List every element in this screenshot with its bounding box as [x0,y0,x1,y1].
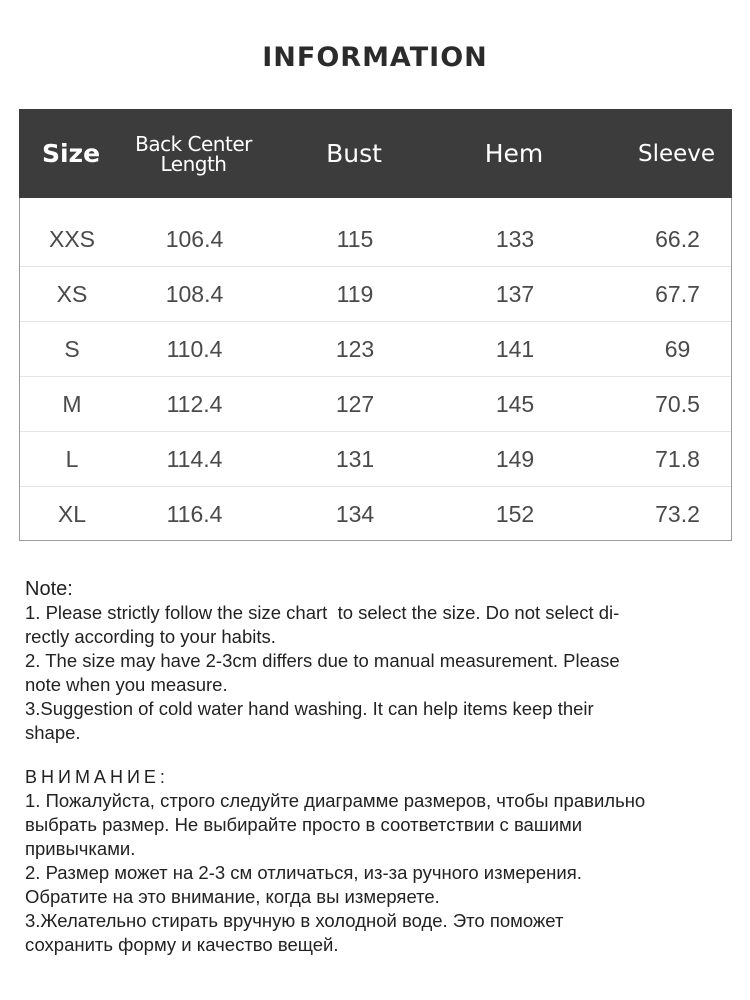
note-line-ru: 1. Пожалуйста, строго следуйте диаграмме размеров, чтобы правильно [25,790,646,811]
cell-size: S [64,336,80,362]
cell-hem: 133 [495,226,535,252]
cell-back-center-length: 110.4 [166,336,223,362]
page-title: INFORMATION [262,42,488,73]
table-row [20,377,731,432]
cell-back-center-length: 106.4 [165,226,224,252]
cell-hem: 145 [495,391,535,417]
header-back-center-line1: Back Center [135,131,252,156]
note-line: shape. [25,722,81,743]
cell-bust: 115 [336,226,374,252]
cell-sleeve: 71.8 [655,446,700,472]
cell-size: XXS [48,226,96,252]
cell-size: XS [56,281,88,307]
table-row [20,487,731,541]
cell-bust: 119 [336,281,374,307]
table-row [20,212,731,267]
note-section-ru [25,765,730,957]
cell-hem: 149 [495,446,535,472]
header-sleeve: Sleeve [637,140,716,167]
note-line: 2. The size may have 2-3cm differs due to manual measurement. Please [25,650,620,671]
cell-sleeve: 69 [664,336,691,362]
header-hem: Hem [484,139,544,168]
header-back-center-line2: Length [160,151,227,176]
table-header [19,109,732,198]
note-line-ru: выбрать размер. Не выбирайте просто в соответствии с вашими [25,814,583,835]
table-body [20,212,731,541]
cell-hem: 152 [495,501,535,527]
note-line-ru: Обратите на это внимание, когда вы измеряете. [25,886,440,907]
note-line-ru: 3.Желательно стирать вручную в холодной воде. Это поможет [25,910,564,931]
cell-back-center-length: 116.4 [166,501,223,527]
cell-size: M [62,391,82,417]
header-bust: Bust [326,139,382,168]
note-line: note when you measure. [25,674,228,695]
note-line-ru: сохранить форму и качество вещей. [25,934,339,955]
cell-bust: 123 [335,336,375,362]
cell-sleeve: 70.5 [655,391,700,417]
note-line: 3.Suggestion of cold water hand washing. It can help items keep their [25,698,594,719]
cell-back-center-length: 108.4 [165,281,224,307]
cell-hem: 141 [495,336,535,362]
note-line: rectly according to your habits. [25,626,276,647]
note-line-ru: 2. Размер может на 2-3 см отличаться, из-за ручного измерения. [25,862,582,883]
cell-bust: 127 [335,391,375,417]
cell-bust: 131 [335,446,375,472]
table-row [20,267,731,322]
cell-sleeve: 66.2 [655,226,700,252]
cell-back-center-length: 112.4 [166,391,223,417]
note-line: 1. Please strictly follow the size chart to select the size. Do not select di- [25,602,620,623]
note-line-ru: привычками. [25,838,136,859]
note-section [25,577,725,745]
cell-size: XL [57,501,87,527]
note-heading-ru: ВНИМАНИЕ: [25,767,169,787]
cell-hem: 137 [495,281,535,307]
cell-sleeve: 73.2 [655,501,700,527]
header-size: Size [41,139,101,168]
table-row [20,432,731,487]
note-heading: Note: [25,578,73,600]
cell-sleeve: 67.7 [655,281,700,307]
size-chart-table [19,109,732,541]
cell-back-center-length: 114.4 [166,446,223,472]
header-back-center-length [126,109,261,198]
cell-size: L [65,446,79,472]
cell-bust: 134 [335,501,375,527]
table-row [20,322,731,377]
